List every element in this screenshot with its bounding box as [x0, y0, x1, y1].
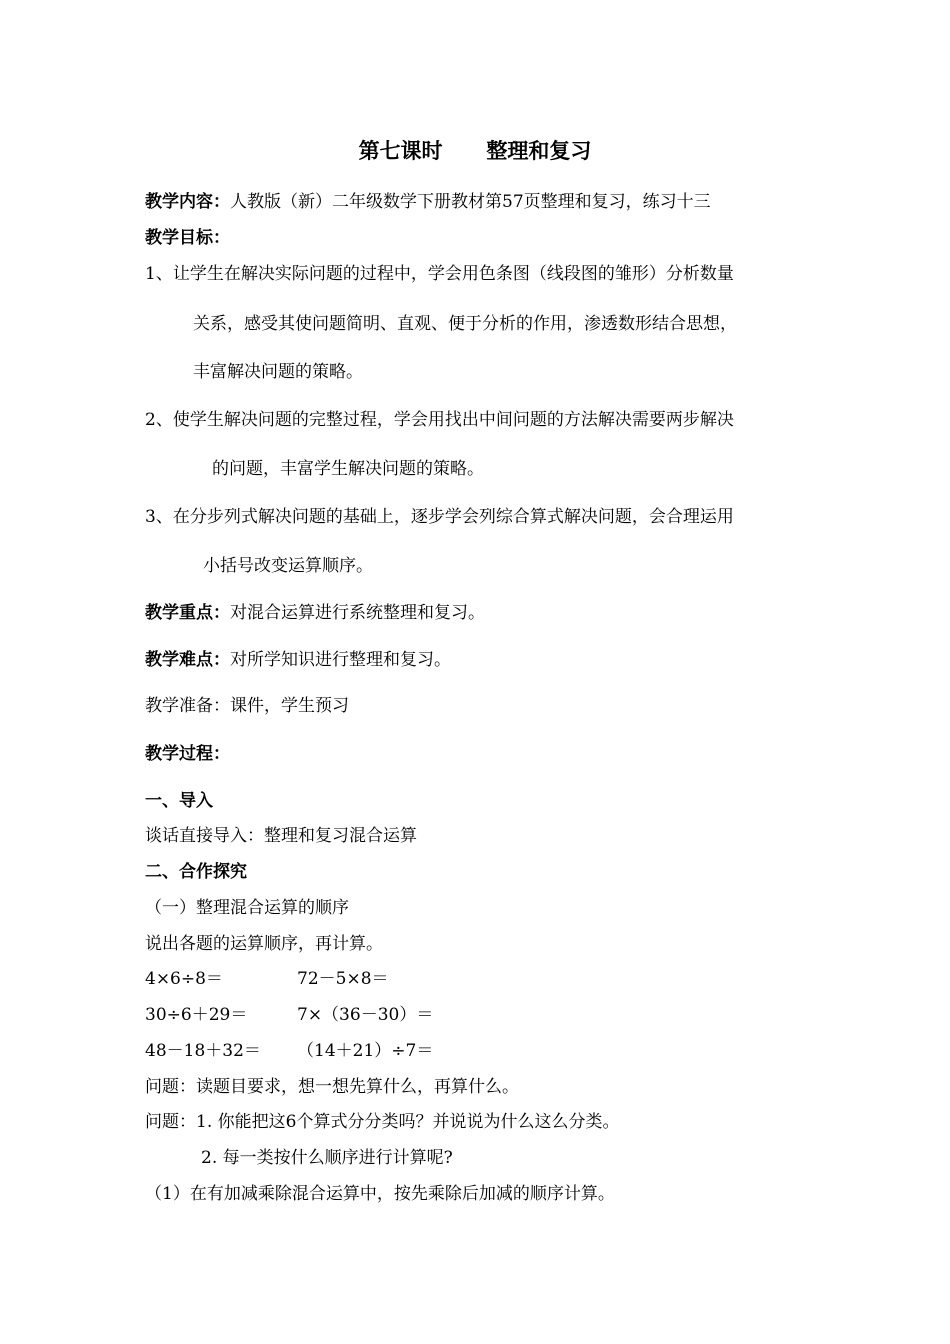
- question-3: 2. 每一类按什么顺序进行计算呢?: [201, 1148, 453, 1168]
- goal-3-line-2: 小括号改变运算顺序。: [203, 556, 373, 576]
- goal-1-line-1: 1、让学生在解决实际问题的过程中，学会用色条图（线段图的雏形）分析数量: [145, 264, 734, 284]
- instruction-text: 说出各题的运算顺序，再计算。: [145, 934, 383, 954]
- key-point-text: 对混合运算进行系统整理和复习。: [230, 603, 485, 623]
- formula-row: [145, 1041, 434, 1061]
- difficulty: [145, 650, 451, 670]
- goal-2-line-2: 的问题，丰富学生解决问题的策略。: [212, 459, 484, 479]
- question-2: 问题：1. 你能把这6个算式分分类吗？并说说为什么这么分类。: [145, 1112, 620, 1132]
- subsection-1-heading: （一）整理混合运算的顺序: [145, 898, 349, 918]
- teaching-content-label: 教学内容：: [145, 192, 230, 212]
- formula-right: （14＋21）÷7＝: [297, 1041, 434, 1061]
- teaching-process-label: 教学过程：: [145, 744, 230, 764]
- formula-row: [145, 969, 389, 989]
- formula-left: 48－18＋32＝: [145, 1041, 261, 1061]
- teaching-content-text: 人教版（新）二年级数学下册教材第57页整理和复习，练习十三: [230, 192, 711, 212]
- formula-left: 4×6÷8＝: [145, 969, 223, 989]
- formula-left: 30÷6＋29＝: [145, 1005, 248, 1025]
- section-1-heading: 一、导入: [145, 791, 213, 811]
- teaching-content: [145, 192, 711, 212]
- formula-right: 7×（36－30）＝: [297, 1005, 434, 1025]
- difficulty-text: 对所学知识进行整理和复习。: [230, 650, 451, 670]
- section-2-heading: 二、合作探究: [145, 862, 247, 882]
- goal-1-line-3: 丰富解决问题的策略。: [193, 362, 363, 382]
- teaching-goals-label: 教学目标：: [145, 228, 230, 248]
- key-point-label: 教学重点：: [145, 603, 230, 623]
- key-point: [145, 603, 485, 623]
- question-1: 问题：读题目要求，想一想先算什么，再算什么。: [145, 1077, 519, 1097]
- section-1-text: 谈话直接导入：整理和复习混合运算: [145, 826, 417, 846]
- rule-1: （1）在有加减乘除混合运算中，按先乘除后加减的顺序计算。: [145, 1184, 615, 1204]
- page-title: 第七课时 整理和复习: [358, 138, 592, 163]
- formula-right: 72－5×8＝: [297, 969, 389, 989]
- difficulty-label: 教学难点：: [145, 650, 230, 670]
- teaching-prep: 教学准备：课件，学生预习: [145, 696, 349, 716]
- formula-row: [145, 1005, 434, 1025]
- goal-1-line-2: 关系，感受其使问题简明、直观、便于分析的作用，渗透数形结合思想，: [193, 314, 737, 334]
- goal-2-line-1: 2、使学生解决问题的完整过程，学会用找出中间问题的方法解决需要两步解决: [145, 410, 734, 430]
- goal-3-line-1: 3、在分步列式解决问题的基础上，逐步学会列综合算式解决问题，会合理运用: [145, 507, 734, 527]
